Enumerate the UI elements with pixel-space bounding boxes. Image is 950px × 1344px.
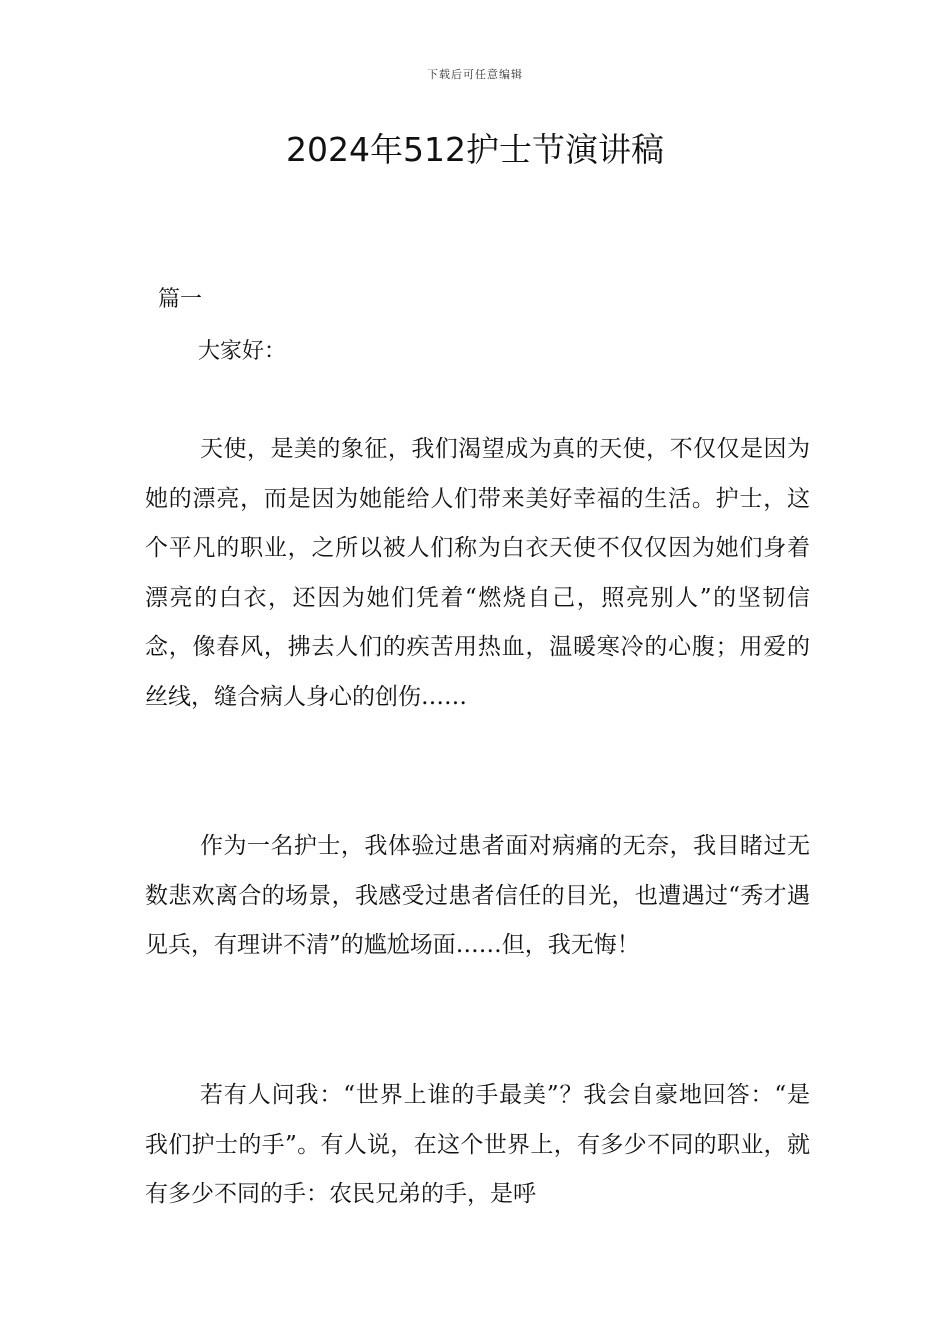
document-title: 2024年512护士节演讲稿 — [286, 130, 664, 169]
paragraph-2: 作为一名护士，我体验过患者面对病痛的无奈，我目睹过无数悲欢离合的场景，我感受过患者信任的目光，也遭遇过“秀才遇见兵，有理讲不清”的尴尬场面……但，我无悔！ — [145, 833, 810, 958]
header-note: 下载后可任意编辑 — [427, 68, 523, 81]
paragraph-1: 天使，是美的象征，我们渴望成为真的天使，不仅仅是因为她的漂亮，而是因为她能给人们带来美好幸福的生活。护士，这个平凡的职业，之所以被人们称为白衣天使不仅仅因为她们身着漂亮的白衣，还因为她们凭着“燃烧自己，照亮别人”的坚韧信念，像春风，拂去人们的疾苦用热血，温暖寒冷的心腹；用爱的丝线，缝合病人身心的创伤…… — [145, 436, 810, 710]
paragraph-3: 若有人问我：“世界上谁的手最美”？我会自豪地回答：“是我们护士的手”。有人说，在这个世界上，有多少不同的职业，就有多少不同的手：农民兄弟的手，是呼 — [145, 1082, 810, 1207]
greeting-line: 大家好： — [198, 339, 287, 364]
section-label: 篇一 — [158, 287, 203, 312]
